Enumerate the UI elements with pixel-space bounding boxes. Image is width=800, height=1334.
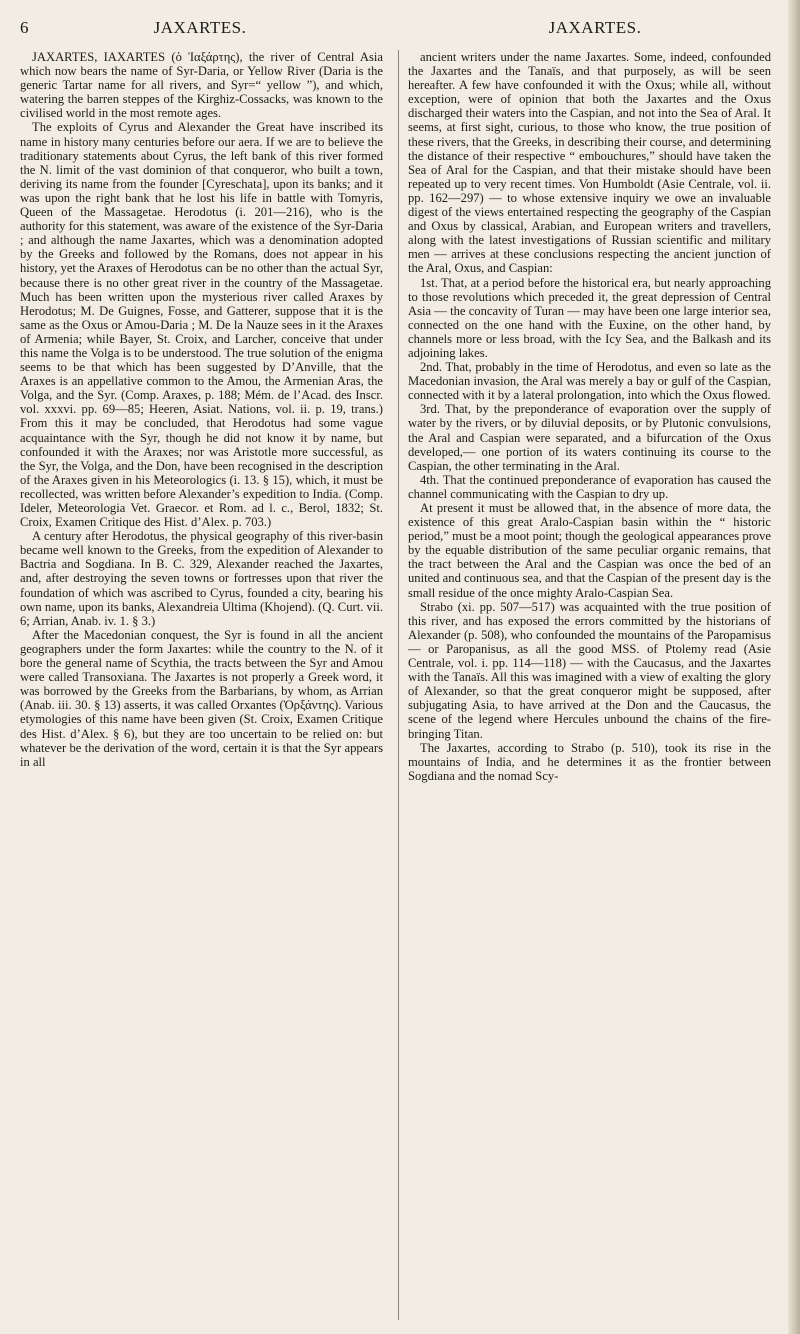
right-column	[408, 50, 771, 783]
paragraph: After the Macedonian conquest, the Syr is found in all the ancient geographers under the form Jaxartes: while the country to the N. of it bore the general name of Scythia, the tracts between the Syr and Amou were called Transoxiana. The Jaxartes is not properly a Greek word, it was borrowed by the Greeks from the Barbarians, by whom, as Arrian (Anab. iii. 30. § 13) asserts, it was called Orxantes (Ὀρξάντης). Various etymologies of this name have been given (St. Croix, Examen Critique des Hist. d’Alex. § 6), but they are too uncertain to be relied on: but whatever be the derivation of the word, certain it is that the Syr appears in all	[20, 627, 383, 769]
page-edge	[788, 0, 800, 1334]
page-number: 6	[20, 18, 29, 37]
page-header	[0, 18, 800, 44]
paragraph: ancient writers under the name Jaxartes. Some, indeed, confounded the Jaxartes and the Tanaïs, and that purposely, as will be seen hereafter. A few have confounded it with the Oxus; while all, without exception, were of opinion that both the Jaxartes and the Oxus discharged their waters into the Caspian, and not into the Sea of Aral. It seems, at first sight, curious, to those who know, the true position of these rivers, that the Greeks, in describing their course, and determining the distance of their respective “ embouchures,” should have taken the Sea of Aral for the Caspian, and that their mistake should have been repeated up to very recent times. Von Humboldt (Asie Centrale, vol. ii. pp. 162—297) — to whose extensive inquiry we owe an invaluable digest of the views entertained respecting the geography of the Caspian and Oxus by classical, Arabian, and European writers and travellers, along with the latest investigations of Russian scientific and military men — arrives at these conclusions respecting the ancient junction of the Aral, Oxus, and Caspian:	[408, 50, 771, 276]
paragraph: 1st. That, at a period before the historical era, but nearly approaching to those revolutions which preceded it, the great depression of Central Asia — the concavity of Turan — may have been one large interior sea, connected on the one hand with the Euxine, on the other hand, by channels more or less broad, with the Icy Sea, and the Balkash and its adjoining lakes.	[408, 275, 771, 360]
running-head-left: JAXARTES.	[153, 18, 247, 37]
paragraph: Strabo (xi. pp. 507—517) was acquainted with the true position of this river, and has exposed the errors committed by the historians of Alexander (p. 508), who confounded the mountains of the Paropamisus — or Paropanisus, as all the good MSS. of Ptolemy read (Asie Centrale, vol. i. pp. 114—118) — with the Caucasus, and the Jaxartes with the Tanaïs. All this was imagined with a view of exalting the glory of Alexander, so that the great conqueror might be supposed, after subjugating Asia, to have arrived at the Don and the Caucasus, the scene of the legend where Hercules unbound the chains of the fire-bringing Titan.	[408, 599, 771, 741]
column-divider	[398, 50, 399, 1320]
paragraph: A century after Herodotus, the physical geography of this river-basin became well known to the Greeks, from the expedition of Alexander to Bactria and Sogdiana. In B. C. 329, Alexander reached the Jaxartes, and, after destroying the seven towns or fortresses upon that river the foundation of which was ascribed to Cyrus, founded a city, bearing his own name, upon its banks, Alexandreia Ultima (Khojend). (Q. Curt. vii. 6; Arrian, Anab. iv. 1. § 3.)	[20, 529, 383, 628]
paragraph: The Jaxartes, according to Strabo (p. 510), took its rise in the mountains of India, and he determines it as the frontier between Sogdiana and the nomad Scy-	[408, 740, 771, 783]
running-head-right: JAXARTES.	[548, 18, 642, 37]
paragraph: The exploits of Cyrus and Alexander the Great have inscribed its name in history many centuries before our aera. If we are to believe the traditionary statements about Cyrus, the left bank of this river formed the N. limit of the vast dominion of that conqueror, who built a town, deriving its name from the founder [Cyreschata], upon its banks; and it was upon the right bank that he lost his life in battle with Tomyris, Queen of the Massagetae. Herodotus (i. 201—216), who is the authority for this statement, was aware of the existence of the Syr-Daria ; and although the name Jaxartes, which was a denomination adopted by the Greeks and followed by the Romans, does not appear in his history, yet the Araxes of Herodotus can be no other than the actual Syr, because there is no other great river in the country of the Massagetae. Much has been written upon the mysterious river called Araxes by Herodotus; M. De Guignes, Fosse, and Gatterer, suppose that it is the same as the Oxus or Amou-Daria ; M. De la Nauze sees in it the Araxes of Armenia; while Bayer, St. Croix, and Larcher, conceive that under this name the Volga is to be understood. The true solution of the enigma seems to be that which has been suggested by D’Anville, that the Araxes is an appellative common to the Amou, the Armenian Aras, the Volga, and the Syr. (Comp. Araxes, p. 188; Mém. de l’Acad. des Inscr. vol. xxxvi. pp. 69—85; Heeren, Asiat. Nations, vol. ii. p. 19, trans.) From this it may be concluded, that Herodotus had some vague acquaintance with the Syr, though he did not know it by name, but confounded it with the Araxes; nor was Aristotle more successful, as the Syr, the Volga, and the Don, have been recognised in the description of the Araxes given in his Meteorologics (i. 13. § 15), which, it must be recollected, was written before Alexander’s expedition to India. (Comp. Ideler, Meteorologia Vet. Graecor. et Rom. ad l. c., Berol, 1832; St. Croix, Examen Critique des Hist. d’Alex. p. 703.)	[20, 120, 383, 530]
left-column	[20, 50, 383, 769]
paragraph: At present it must be allowed that, in the absence of more data, the existence of this great Aralo-Caspian basin within the “ historic period,” must be a moot point; though the geological appearances prove by the equable distribution of the same peculiar organic remains, that the tract between the Aral and the Caspian was once the bed of an united and continuous sea, and that the Caspian of the present day is the small residue of the once mighty Aralo-Caspian Sea.	[408, 501, 771, 600]
paragraph: 4th. That the continued preponderance of evaporation has caused the channel communicating with the Caspian to dry up.	[408, 472, 771, 501]
paragraph: 3rd. That, by the preponderance of evaporation over the supply of water by the rivers, or by diluvial deposits, or by Plutonic convulsions, the Aral and Caspian were separated, and a bifurcation of the Oxus developed,— one portion of its waters continuing its course to the Caspian, the other terminating in the Aral.	[408, 402, 771, 473]
paragraph: JAXARTES, IAXARTES (ὁ Ἰαξάρτης), the river of Central Asia which now bears the name of Syr-Daria, or Yellow River (Daria is the generic Tartar name for all rivers, and Syr=“ yellow ”), and which, watering the barren steppes of the Kirghiz-Cossacks, was known to the civilised world in the most remote ages.	[20, 50, 383, 121]
paragraph: 2nd. That, probably in the time of Herodotus, and even so late as the Macedonian invasion, the Aral was merely a bay or gulf of the Caspian, connected with it by a lateral prolongation, into which the Oxus flowed.	[408, 360, 771, 403]
